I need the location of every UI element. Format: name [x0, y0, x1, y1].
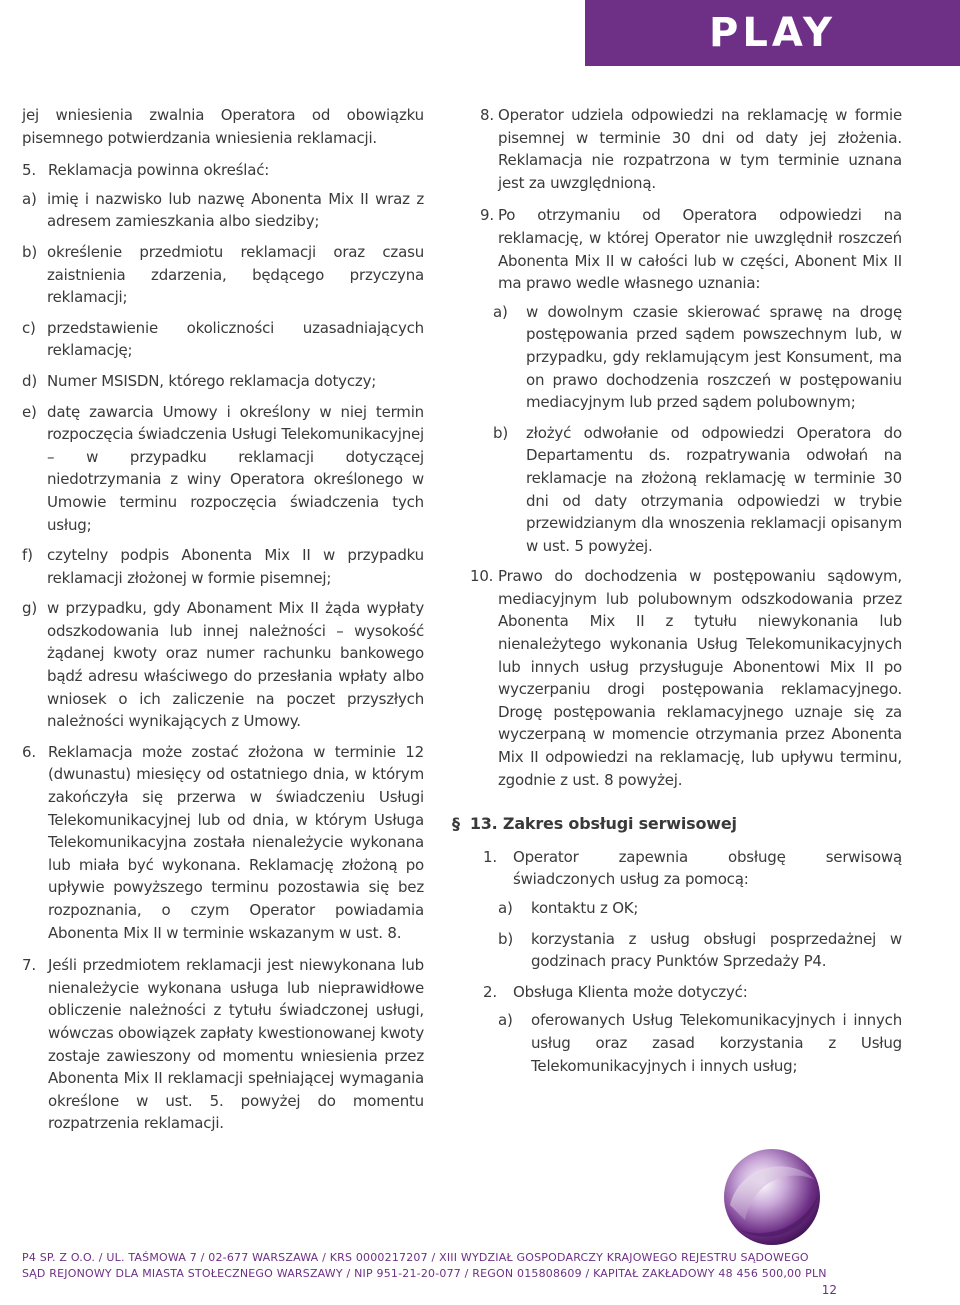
list-marker: e) — [22, 402, 37, 421]
list-text: złożyć odwołanie od odpowiedzi Operatora do Departamentu ds. rozpatrywania odwołań na reklamacje na złożoną reklamację w terminie 30 dni od daty otrzymania odpowiedzi w trybie przewidzianym dla wnoszenia reklamacji opisanym w ust. 5 powyżej. — [526, 423, 902, 555]
page-number: 12 — [821, 1283, 837, 1297]
list-item — [22, 188, 424, 233]
play-orb-graphic — [710, 1135, 830, 1255]
list-item — [22, 597, 424, 733]
list-text: w przypadku, gdy Abonament Mix II żąda wypłaty odszkodowania lub innej należności – wysokość żądanej kwoty oraz numer rachunku bankowego bądź adresu właściwego do przesłania wpłaty albo wniosek o ich zaliczenie na poczet przyszłych należności wynikających z Umowy. — [47, 599, 424, 731]
list-item — [22, 370, 424, 393]
paragraph-number: 10. — [470, 567, 494, 586]
list-marker: b) — [493, 423, 508, 442]
list-marker: f) — [22, 546, 33, 565]
list-item — [498, 897, 902, 920]
section-symbol: § — [452, 814, 460, 834]
list-marker: d) — [22, 371, 37, 390]
list-marker: c) — [22, 318, 36, 337]
footer-line-2: SĄD REJONOWY DLA MIASTA STOŁECZNEGO WARSZAWY / NIP 951-21-20-077 / REGON 015808609 / KAPITAŁ ZAKŁADOWY 48 456 500,00 PLN — [22, 1267, 827, 1280]
paragraph-number: 5. — [22, 161, 36, 180]
section-item-2 — [475, 981, 902, 1004]
list-text: czytelny podpis Abonenta Mix II w przypadku reklamacji złożonej w formie pisemnej; — [47, 546, 424, 587]
paragraph-text: Operator udziela odpowiedzi na reklamację w formie pisemnej w terminie 30 dni od daty jej złożenia. Reklamacja nie rozpatrzona w tym terminie uznana jest za uwzględnioną. — [498, 106, 902, 192]
list-text: oferowanych Usług Telekomunikacyjnych i innych usług oraz zasad korzystania z Usług Telekomunikacyjnych i innych usług; — [531, 1011, 902, 1075]
list-item — [498, 928, 902, 973]
paragraph-text: Reklamacja może zostać złożona w terminie 12 (dwunastu) miesięcy od ostatniego dnia, w którym zakończyła się przerwa w świadczeniu Usługi Telekomunikacyjnej lub od dnia, w którym Usługa Telekomunikacyjna została nienależycie wykonana lub miała być wykonana. Reklamację złożoną po upływie powyższego terminu pozostawia się bez rozpoznania, o czym Operator powiadamia Abonenta Mix II w terminie wskazanym w ust. 8. — [48, 742, 424, 942]
paragraph-number: 8. — [480, 106, 494, 124]
paragraph-number: 9. — [480, 206, 494, 225]
paragraph-number: 1. — [483, 847, 497, 866]
list-marker: b) — [498, 929, 513, 948]
paragraph-number: 6. — [22, 742, 36, 761]
list-text: przedstawienie okoliczności uzasadniających reklamację; — [47, 318, 424, 360]
right-column — [452, 104, 902, 1085]
list-item — [493, 301, 902, 414]
section-item-1 — [475, 846, 902, 891]
footer-line-1: P4 SP. Z O.O. / UL. TAŚMOWA 7 / 02-677 WARSZAWA / KRS 0000217207 / XIII WYDZIAŁ GOSPODARCZY KRAJOWEGO REJESTRU SĄDOWEGO — [22, 1251, 809, 1264]
list-text: w dowolnym czasie skierować sprawę na drogę postępowania przed sądem powszechnym lub, w przypadku, gdy reklamującym jest Konsument, ma on prawo dochodzenia roszczeń w postępowaniu mediacyjnym lub przed sądem polubownym; — [526, 302, 902, 412]
intro-paragraph: jej wniesienia zwalnia Operatora od obowiązku pisemnego potwierdzania wniesienia reklamacji. — [22, 106, 424, 147]
paragraph-text: Reklamacja powinna określać: — [48, 161, 270, 180]
section-title: 13. Zakres obsługi serwisowej — [469, 814, 737, 834]
paragraph-text: Obsługa Klienta może dotyczyć: — [513, 982, 748, 1001]
paragraph-text: Jeśli przedmiotem reklamacji jest niewykonana lub nienależycie wykonana usługa lub nieprawidłowe obliczenie należności z tytułu świadczonej usługi, wówczas obowiązek zapłaty kwestionowanej kwoty zostaje zawieszony od momentu wniesienia przez Abonenta Mix II reklamacji spełniającej wymagania określone w ust. 5. powyżej do momentu rozpatrzenia reklamacji. — [48, 956, 424, 1133]
paragraph-5-list — [22, 188, 424, 733]
paragraph-7 — [22, 954, 424, 1135]
list-item — [498, 1009, 902, 1077]
list-item — [493, 422, 902, 558]
list-text: datę zawarcia Umowy i określony w niej termin rozpoczęcia świadczenia Usługi Telekomunikacyjnej – w przypadku reklamacji dotyczącej niedotrzymania z winy Operatora określonego w Umowie terminu rozpoczęcia świadczenia tych usług; — [47, 402, 424, 534]
left-column — [22, 104, 424, 1145]
list-marker: a) — [498, 1011, 513, 1030]
list-marker: g) — [22, 599, 37, 618]
paragraph-10 — [460, 565, 902, 791]
paragraph-text: Prawo do dochodzenia w postępowaniu sądowym, mediacyjnym lub polubownym odszkodowania przez Abonenta Mix II z tytułu niewykonania lub nienależytego wykonania Usług Telekomunikacyjnych lub innych usług przysługuje Abonentowi Mix II po wyczerpaniu drogi postępowania reklamacyjnego. Drogę postępowania reklamacyjnego uznaje się za wyczerpaną w momencie otrzymania przez Abonenta Mix II odpowiedzi na reklamację, lub upływu terminu, zgodnie z ust. 8 powyżej. — [498, 567, 902, 789]
paragraph-5 — [22, 159, 424, 182]
play-logo: PLAY — [585, 0, 960, 66]
list-marker: a) — [498, 899, 513, 917]
paragraph-number: 2. — [483, 982, 497, 1001]
list-marker: a) — [493, 302, 508, 321]
list-text: określenie przedmiotu reklamacji oraz czasu zaistnienia zdarzenia, będącego przyczyna reklamacji; — [47, 242, 424, 307]
list-item — [22, 317, 424, 362]
list-text: Numer MSISDN, którego reklamacja dotyczy; — [47, 371, 377, 390]
list-text: imię i nazwisko lub nazwę Abonenta Mix II wraz z adresem zamieszkania albo siedziby; — [47, 189, 424, 231]
footer — [22, 1250, 922, 1282]
list-item — [22, 544, 424, 589]
list-text: korzystania z usług obsługi posprzedażnej w godzinach pracy Punktów Sprzedaży P4. — [531, 929, 902, 971]
paragraph-text: Operator zapewnia obsługę serwisową świadczonych usług za pomocą: — [513, 847, 902, 889]
section-heading — [452, 813, 902, 836]
list-item — [22, 401, 424, 537]
paragraph-9 — [460, 204, 902, 294]
list-marker: a) — [22, 189, 37, 208]
paragraph-8 — [460, 104, 902, 194]
paragraph-number: 7. — [22, 956, 36, 975]
list-item — [22, 241, 424, 309]
paragraph-6 — [22, 741, 424, 944]
list-marker: b) — [22, 242, 37, 261]
paragraph-text: Po otrzymaniu od Operatora odpowiedzi na reklamację, w której Operator nie uwzględnił roszczeń Abonenta Mix II w całości lub w części, Abonent Mix II ma prawo wedle własnego uznania: — [498, 206, 902, 293]
list-text: kontaktu z OK; — [531, 899, 639, 917]
